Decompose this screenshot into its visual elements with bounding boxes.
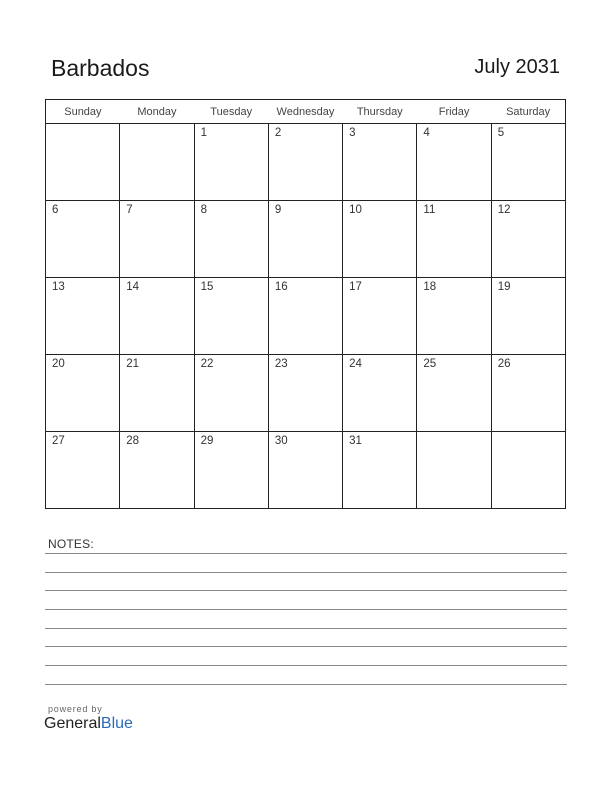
day-number: 6 (52, 204, 59, 216)
day-number: 24 (349, 358, 362, 370)
day-number: 2 (274, 127, 282, 139)
day-number: 25 (423, 358, 437, 370)
day-cell (417, 278, 491, 355)
day-cell (343, 201, 417, 278)
day-cell (417, 355, 491, 432)
day-cell (343, 355, 417, 432)
day-number (46, 124, 119, 127)
week-row (46, 432, 566, 509)
day-cell (120, 432, 194, 509)
week-row (46, 355, 566, 432)
day-cell (46, 124, 120, 201)
week-row (46, 278, 566, 355)
day-cell (268, 355, 342, 432)
day-number: 13 (52, 281, 65, 293)
day-cell (417, 201, 491, 278)
day-cell (46, 278, 120, 355)
day-cell (268, 124, 342, 201)
notes-line (45, 646, 567, 647)
brand-name (44, 715, 133, 733)
weekday-header: Monday (120, 100, 194, 124)
day-number: 5 (497, 127, 505, 139)
weekday-header: Tuesday (194, 100, 268, 124)
day-number: 26 (497, 358, 511, 370)
powered-by-text: powered by (48, 704, 103, 714)
weekday-header: Wednesday (268, 100, 342, 124)
day-number: 10 (349, 204, 362, 216)
day-cell (120, 278, 194, 355)
day-number: 11 (423, 204, 436, 216)
day-cell (491, 201, 565, 278)
day-cell (194, 278, 268, 355)
day-number: 15 (200, 281, 214, 293)
day-cell (194, 201, 268, 278)
day-cell (491, 432, 565, 509)
day-number: 17 (349, 281, 362, 293)
day-cell (46, 432, 120, 509)
day-cell (268, 432, 342, 509)
day-number: 4 (423, 127, 430, 139)
day-number: 28 (126, 435, 140, 447)
day-number: 31 (349, 435, 362, 447)
notes-line (45, 590, 567, 591)
day-cell (268, 201, 342, 278)
day-number: 23 (274, 358, 288, 370)
notes-line (45, 665, 567, 666)
day-cell (120, 355, 194, 432)
day-cell (120, 201, 194, 278)
brand-name-part2: Blue (100, 715, 133, 732)
notes-line (45, 628, 567, 629)
day-cell (268, 278, 342, 355)
day-number: 22 (200, 358, 214, 370)
day-cell (46, 201, 120, 278)
day-number (492, 432, 565, 435)
calendar-month-title: July 2031 (474, 56, 560, 78)
day-number: 12 (497, 204, 511, 216)
notes-line (45, 553, 567, 554)
day-number (120, 124, 193, 127)
day-number: 1 (200, 127, 207, 139)
day-number: 8 (200, 204, 207, 216)
notes-line (45, 609, 567, 610)
notes-line (45, 684, 567, 685)
day-cell (194, 355, 268, 432)
weekday-header: Sunday (46, 100, 120, 124)
weekday-header-row (46, 100, 566, 124)
day-number: 19 (497, 281, 511, 293)
day-cell (343, 124, 417, 201)
day-number: 9 (274, 204, 282, 216)
day-number: 14 (126, 281, 140, 293)
day-cell (343, 278, 417, 355)
day-number (417, 432, 490, 435)
day-number: 7 (126, 204, 133, 216)
brand-name-part1: General (44, 715, 101, 732)
notes-label: NOTES: (48, 537, 94, 551)
day-cell (417, 432, 491, 509)
weekday-header: Friday (417, 100, 491, 124)
day-cell (46, 355, 120, 432)
day-cell (491, 355, 565, 432)
day-number: 20 (52, 358, 65, 370)
day-cell (491, 124, 565, 201)
notes-line (45, 572, 567, 573)
week-row (46, 124, 566, 201)
day-number: 3 (349, 127, 356, 139)
generalblue-logo (44, 704, 133, 733)
day-cell (120, 124, 194, 201)
day-number: 16 (274, 281, 288, 293)
day-number: 29 (200, 435, 214, 447)
weekday-header: Saturday (491, 100, 565, 124)
day-number: 21 (126, 358, 140, 370)
day-cell (194, 432, 268, 509)
day-cell (194, 124, 268, 201)
day-cell (417, 124, 491, 201)
month-calendar-grid (45, 99, 566, 509)
day-number: 27 (52, 435, 65, 447)
day-cell (491, 278, 565, 355)
weekday-header: Thursday (343, 100, 417, 124)
day-number: 18 (423, 281, 437, 293)
day-number: 30 (274, 435, 288, 447)
calendar-country-title: Barbados (51, 55, 150, 81)
day-cell (343, 432, 417, 509)
week-row (46, 201, 566, 278)
